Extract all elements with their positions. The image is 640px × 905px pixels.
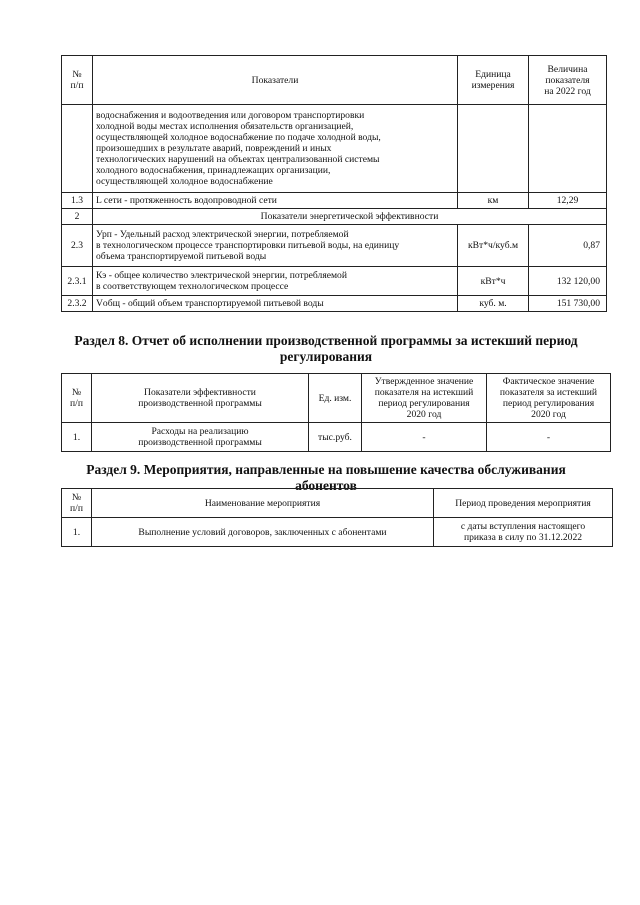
header-actual: Фактическое значение показателя за истекший период регулирования 2020 год [487, 374, 611, 423]
header-period: Период проведения мероприятия [434, 489, 613, 518]
indicators-table [61, 55, 607, 312]
cell-unit: кВт*ч [458, 267, 529, 296]
cell-unit: кВт*ч/куб.м [458, 225, 529, 267]
section9-title: Раздел 9. Мероприятия, направленные на повышение качества обслуживания абонентов [86, 462, 566, 493]
table-row [62, 225, 607, 267]
table-row [62, 518, 613, 547]
cell-num: 1.3 [62, 193, 93, 209]
table-header-row [62, 56, 607, 105]
cell-name: Выполнение условий договоров, заключенных с абонентами [92, 518, 434, 547]
cell-indicator-continuation: водоснабжения и водоотведения или договором транспортировки холодной воды местах исполнения обязательств организацией, осуществляющей холодное водоснабжение по подаче холодной воды, произошедших в результате аварий, повреждений и иных технологических нарушений на объектах централизованной системы холодного водоснабжения, принадлежащих организации, осуществляющей холодное водоснабжение [93, 105, 458, 193]
cell-indicator: Урп - Удельный расход электрической энергии, потребляемой в технологическом процессе транспортировки питьевой воды, на единицу объема транспортируемой питьевой воды [93, 225, 458, 267]
program-report-table [61, 373, 611, 452]
cell-num: 1. [62, 518, 92, 547]
header-unit: Единица измерения [458, 56, 529, 105]
cell-period: с даты вступления настоящего приказа в силу по 31.12.2022 [434, 518, 613, 547]
table-header-row [62, 374, 611, 423]
header-value: Величина показателя на 2022 год [529, 56, 607, 105]
service-measures-table [61, 488, 613, 547]
table-row [62, 296, 607, 312]
cell-actual: - [487, 423, 611, 452]
header-indicator: Показатели [93, 56, 458, 105]
cell-unit: км [458, 193, 529, 209]
cell-value: 132 120,00 [529, 267, 607, 296]
cell-num [62, 105, 93, 193]
cell-num: 2.3.2 [62, 296, 93, 312]
cell-num: 2 [62, 209, 93, 225]
table-header-row [62, 489, 613, 518]
cell-value: 12,29 [529, 193, 607, 209]
cell-unit: куб. м. [458, 296, 529, 312]
header-indicator: Показатели эффективности производственной программы [92, 374, 309, 423]
table-row [62, 267, 607, 296]
cell-indicator: L сети - протяженность водопроводной сети [93, 193, 458, 209]
table-row [62, 193, 607, 209]
cell-num: 2.3 [62, 225, 93, 267]
cell-approved: - [362, 423, 487, 452]
header-unit: Ед. изм. [309, 374, 362, 423]
cell-value: 151 730,00 [529, 296, 607, 312]
cell-indicator: Кэ - общее количество электрической энергии, потребляемой в соответствующем технологическом процессе [93, 267, 458, 296]
section-title-cell: Показатели энергетической эффективности [93, 209, 607, 225]
cell-value: 0,87 [529, 225, 607, 267]
header-name: Наименование мероприятия [92, 489, 434, 518]
header-num: № п/п [62, 56, 93, 105]
cell-value [529, 105, 607, 193]
table-row [62, 423, 611, 452]
header-num: № п/п [62, 374, 92, 423]
header-approved: Утвержденное значение показателя на истекший период регулирования 2020 год [362, 374, 487, 423]
cell-unit [458, 105, 529, 193]
cell-num: 2.3.1 [62, 267, 93, 296]
cell-num: 1. [62, 423, 92, 452]
cell-unit: тыс.руб. [309, 423, 362, 452]
header-num: № п/п [62, 489, 92, 518]
table-row [62, 105, 607, 193]
section8-title: Раздел 8. Отчет об исполнении производственной программы за истекший период регулирования [74, 333, 578, 364]
section-row [62, 209, 607, 225]
cell-indicator: Vобщ - общий объем транспортируемой питьевой воды [93, 296, 458, 312]
cell-indicator: Расходы на реализацию производственной программы [92, 423, 309, 452]
